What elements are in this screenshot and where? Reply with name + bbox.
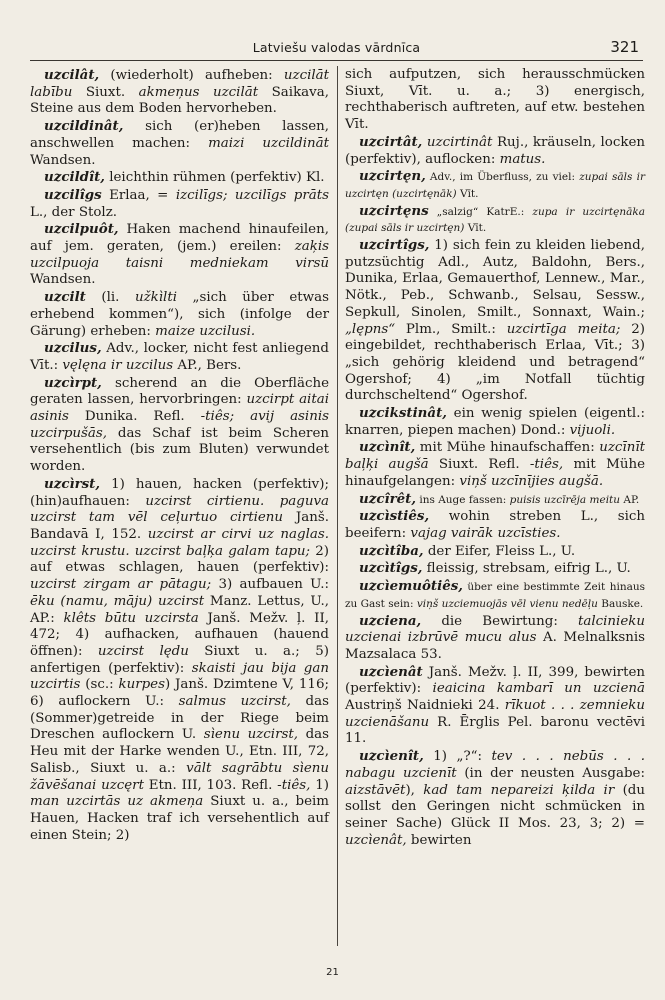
entry-text: Erlaa, = — [101, 187, 176, 203]
entry-example: man uzcirtās uz akmeņa — [30, 794, 204, 810]
entry-text: Manz. Lettus, U., AP.: — [30, 593, 329, 626]
column-divider — [337, 66, 338, 946]
dictionary-entry — [345, 134, 645, 168]
entry-text: A. Melnalksnis Mazsalaca 53. — [345, 630, 646, 662]
dictionary-entry — [30, 118, 329, 169]
entry-example: aizstāvēt — [345, 782, 406, 798]
entry-example: uzcìenât, — [345, 832, 407, 848]
entry-text: Saikava, Steine aus dem Boden hervorheben. — [30, 84, 329, 117]
entry-text: 2) auf etwas schlagen, hauen (perfektiv): — [30, 543, 329, 576]
entry-text: bewirten — [406, 832, 472, 848]
entry-example: salmus uzcirst, — [178, 694, 291, 710]
entry-example: „lępns“ — [345, 321, 396, 337]
entry-example: uzcilāt labību — [30, 68, 329, 100]
entry-headword: uzcîrêt, — [359, 490, 417, 507]
dictionary-entry — [30, 187, 329, 221]
entry-example: sìenu uzcirst, — [203, 727, 299, 743]
entry-text: Bauske. — [597, 597, 644, 610]
entry-text: der Eifer, Fleiss L., U. — [423, 543, 576, 559]
dictionary-entry — [345, 491, 645, 509]
entry-text: Dunika. Refl. — [68, 409, 201, 425]
entry-text: ein wenig spielen (eigentl.: knarren, piepen machen) Dond.: — [345, 406, 645, 438]
left-column — [30, 67, 329, 844]
dictionary-entry — [30, 340, 329, 374]
entry-text: ins Auge fassen: — [416, 493, 510, 506]
entry-text: Adv., im Überfluss, zu viel: — [425, 171, 580, 184]
dictionary-entry — [345, 439, 645, 490]
dictionary-entry — [345, 67, 645, 134]
entry-example: kurpes — [118, 677, 165, 693]
entry-text: das (Sommer)getreide in der Riege beim Dreschen auflockern U. — [30, 694, 329, 743]
entry-text: L., der Stolz. — [30, 204, 118, 220]
dictionary-entry — [345, 508, 645, 542]
dictionary-entry — [345, 613, 645, 664]
entry-text: 2) eingebildet, rechthaberisch Erlaa, Vīt.; 3) „sich gehörig kleidend und betragend“ Ogershof; 4) „im Notfall tüchtig durchscheltend“ Ogershof. — [345, 321, 645, 404]
entry-text: R. Ērglis Pel. baronu vectēvi 11. — [345, 714, 645, 747]
dictionary-entry — [345, 543, 645, 561]
entry-headword: uzcirtęn, — [359, 168, 426, 185]
entry-headword: uzcìemuôtiês, — [359, 578, 463, 595]
entry-headword: uzcìnît, — [359, 439, 416, 456]
entry-example: akmeņus uzcilāt — [138, 84, 259, 100]
dictionary-entry — [345, 405, 645, 439]
entry-example: klêts būtu uzcirsta — [63, 610, 199, 626]
entry-example: ieaicina kambarī un uzcienā — [432, 681, 645, 697]
entry-example: užkìlti — [134, 290, 178, 306]
entry-example: talcinieku uzcienai izbrūvē mucu alus — [345, 613, 645, 646]
entry-example: -tiês; avij asinis uzcirpušās, — [30, 409, 329, 441]
dictionary-entry — [30, 221, 329, 289]
entry-text: scherend an die Oberfläche geraten lassen, hervorbringen: — [30, 375, 329, 408]
entry-example: matus. — [499, 151, 546, 167]
entry-example: zaķis uzcilpuoja taisni medniekam virsū — [30, 239, 329, 271]
entry-text: (du sollst den Geringen nicht schmücken in seiner Sache) Glück II Mos. 23, 3; 2) = — [345, 782, 645, 831]
entry-text: Siuxt u. a., beim Hauen, Hacken traf ich versehentlich auf einen Stein; 2) — [30, 794, 329, 843]
entry-headword: uzcìrst, — [44, 475, 101, 492]
dictionary-entry — [30, 67, 329, 118]
entry-headword: uzcikstinât, — [359, 405, 447, 422]
entry-example: viņš uzciemuojās vēl vienu nedēļu — [416, 597, 598, 610]
entry-headword: uzcirtât, — [359, 133, 423, 150]
entry-example: uzcirtīga meita; — [506, 321, 621, 337]
entry-headword: uzcìstiês, — [359, 508, 430, 525]
entry-text: fleissig, strebsam, eifrig L., U. — [422, 561, 631, 577]
signature-number: 21 — [326, 967, 339, 978]
dictionary-entry — [345, 748, 645, 849]
entry-text: Wandsen. — [30, 152, 96, 168]
entry-headword: uzcilpuôt, — [44, 221, 119, 238]
dictionary-entry — [345, 664, 645, 749]
dictionary-entry — [345, 560, 645, 578]
dictionary-entry — [30, 169, 329, 187]
entry-example: skaisti jau bija gan uzcirtis — [30, 660, 329, 693]
entry-text: Plm., Smilt.: — [395, 321, 507, 337]
entry-example: vajag vairāk uzcīsties. — [410, 525, 561, 541]
dictionary-entry — [30, 375, 329, 476]
entry-example: puisis uzcīrēja meitu — [509, 493, 621, 506]
entry-example: -tiês, — [529, 457, 564, 473]
entry-text: Etn. III, 103. Refl. — [143, 777, 278, 793]
entry-example: maize uzcilusi. — [155, 323, 256, 339]
entry-text: mit Mühe hinaufschaffen: — [415, 440, 600, 456]
entry-text: 1) — [310, 777, 329, 793]
entry-text: Ruj., kräuseln, locken (perfektiv), auflocken: — [345, 134, 645, 167]
entry-text: (sc.: — [80, 677, 119, 693]
entry-text: Vīt. — [456, 187, 479, 200]
entry-headword: uzcilt — [44, 289, 86, 306]
entry-headword: uzcilus, — [44, 340, 102, 357]
entry-text: das Schaf ist beim Scheren versehentlich (bis zum Bluten) verwundet worden. — [30, 425, 329, 475]
running-title: Latviešu valodas vārdnīca — [252, 40, 421, 55]
entry-headword: uzcilîgs — [44, 186, 102, 203]
entry-text: leichthin rühmen (perfektiv) Kl. — [104, 170, 325, 186]
entry-example: tev . . . nebūs . . . nabagu uzcienīt — [345, 749, 645, 781]
entry-text: AP., Bers. — [173, 357, 242, 373]
entry-text: Siuxt. Refl. — [428, 457, 530, 473]
entry-headword: uzcildinât, — [44, 118, 124, 135]
entry-example: uzcirtinât — [426, 134, 493, 150]
entry-example: uzcirst lędu — [97, 643, 189, 659]
entry-headword: uzciena, — [359, 612, 422, 629]
entry-text: AP. — [620, 493, 640, 506]
entry-text: 1) sich fein zu kleiden liebend, putzsüchtig Adl., Autz, Baldohn, Bers., Dunika, Erlaa, Gemauerthof, Lennew., Mar., Nötk., Peb., Schwanb., Selsau, Sessw., Sepkull, Sinolen, Smilt., Sonnaxt, Wain.; — [345, 238, 645, 320]
entry-text: Wandsen. — [30, 272, 96, 288]
entry-example: uzcīnīt baļķi augšā — [345, 440, 645, 473]
entry-text: Adv., locker, nicht fest anliegend Vīt.: — [30, 341, 329, 373]
entry-text: Siuxt u. a.; 5) anfertigen (perfektiv): — [30, 643, 329, 676]
entry-text: das Heu mit der Harke wenden U., Etn. III, 72, Salisb., Siuxt u. a.: — [30, 727, 329, 776]
entry-text: sich (er)heben lassen, anschwellen machen: — [30, 119, 329, 151]
entry-headword: uzcilât, — [44, 67, 100, 83]
page-number: 321 — [610, 38, 639, 56]
entry-text: wohin streben L., sich beeifern: — [345, 509, 645, 541]
entry-headword: uzcirtęns — [359, 202, 429, 219]
right-column — [345, 67, 645, 849]
entry-example: vijuoli. — [569, 422, 616, 438]
entry-text: Siuxt. — [72, 84, 139, 100]
entry-example: -tiês, — [277, 777, 311, 793]
entry-example: vęlęna ir uzcilus — [62, 357, 174, 373]
entry-text: über eine bestimmte Zeit hinaus zu Gast sein: — [345, 581, 645, 610]
entry-example: izcilīgs; uzcilīgs prāts — [175, 187, 329, 203]
entry-headword: uzcildît, — [44, 169, 105, 186]
entry-text: 3) aufbauen U.: — [211, 577, 329, 593]
entry-text: mit Mühe hinaufgelangen: — [345, 457, 645, 489]
entry-text: sich aufputzen, sich herausschmücken Siuxt, Vīt. u. a.; 3) energisch, rechthaberisch auftreten, auf etw. bestehen Vīt. — [345, 67, 645, 133]
entry-text: 1) hauen, hacken (perfektiv); (hin)aufhauen: — [30, 476, 329, 509]
entry-example: maizi uzcildināt — [208, 135, 329, 151]
entry-text: ) Janš. Dzimtene V, 116; 6) auflockern U.: — [30, 677, 329, 710]
entry-text: Janš. Mežv. ļ. II, 399, bewirten (perfektiv): — [345, 664, 645, 697]
entry-text: Austriņš Naidnieki 24. — [345, 698, 505, 714]
dictionary-entry — [345, 237, 645, 405]
entry-text: ), — [405, 782, 424, 798]
entry-example: rīkuot . . . zemnieku uzcienāšanu — [345, 698, 645, 730]
dictionary-entry — [30, 476, 329, 844]
entry-example: viņš uzcīnījies augšā. — [459, 473, 604, 489]
entry-example: zupai sāls ir uzcirtęn (uzcirtęnāk) — [345, 171, 645, 200]
entry-example: uzcirpt aitai asinis — [30, 392, 329, 425]
entry-example: zupa ir uzcirtęnāka (zupai sāls ir uzcirtęn) — [345, 205, 645, 235]
entry-text: Janš. Mežv. ļ. II, 472; 4) aufhacken, aufhauen (hauend öffnen): — [30, 610, 329, 659]
dictionary-entry — [345, 578, 645, 612]
dictionary-entry — [345, 168, 645, 202]
entry-text: (li. — [85, 290, 135, 306]
entry-text: die Bewirtung: — [421, 613, 578, 629]
entry-text: Haken machend hinaufeilen, auf jem. geraten, (jem.) ereilen: — [30, 222, 329, 255]
entry-text: 1) „?“: — [423, 749, 492, 765]
entry-headword: uzcìtîgs, — [359, 560, 423, 577]
entry-headword: uzcirtîgs, — [359, 237, 430, 254]
entry-text: „sich über etwas erhebend kommen“), sich (infolge der Gärung) erheben: — [30, 290, 329, 339]
entry-example: uzcirst zirgam ar pātagu; — [30, 577, 212, 593]
entry-example: ēku (namu, māju) uzcirst — [30, 593, 205, 609]
entry-example: uzcirst ar cirvi uz naglas. uzcirst krustu. uzcirst baļķa galam tapu; — [30, 526, 330, 559]
dictionary-entry — [345, 203, 645, 237]
entry-text: Janš. Bandavā I, 152. — [30, 510, 329, 542]
entry-text: (wiederholt) aufheben: — [99, 68, 284, 83]
entry-headword: uzcìtîba, — [359, 542, 424, 559]
running-header — [30, 36, 643, 61]
entry-example: vālt sagrābtu sìenu žāvēšanai uzcęrt — [30, 760, 329, 793]
entry-text: „salzig“ KatrE.: — [428, 205, 533, 218]
entry-text: Vīt. — [464, 222, 487, 235]
entry-headword: uzcìrpt, — [44, 374, 102, 391]
entry-headword: uzcìenât — [359, 663, 423, 680]
dictionary-entry — [30, 289, 329, 340]
entry-headword: uzcìenît, — [359, 748, 424, 765]
entry-example: uzcirst cirtienu. paguva uzcirst tam vēl ceļurtuo cirtienu — [30, 493, 329, 526]
entry-text: (in der neusten Ausgabe: — [456, 765, 645, 781]
entry-example: kad tam nepareizi ķilda ir — [423, 782, 615, 798]
